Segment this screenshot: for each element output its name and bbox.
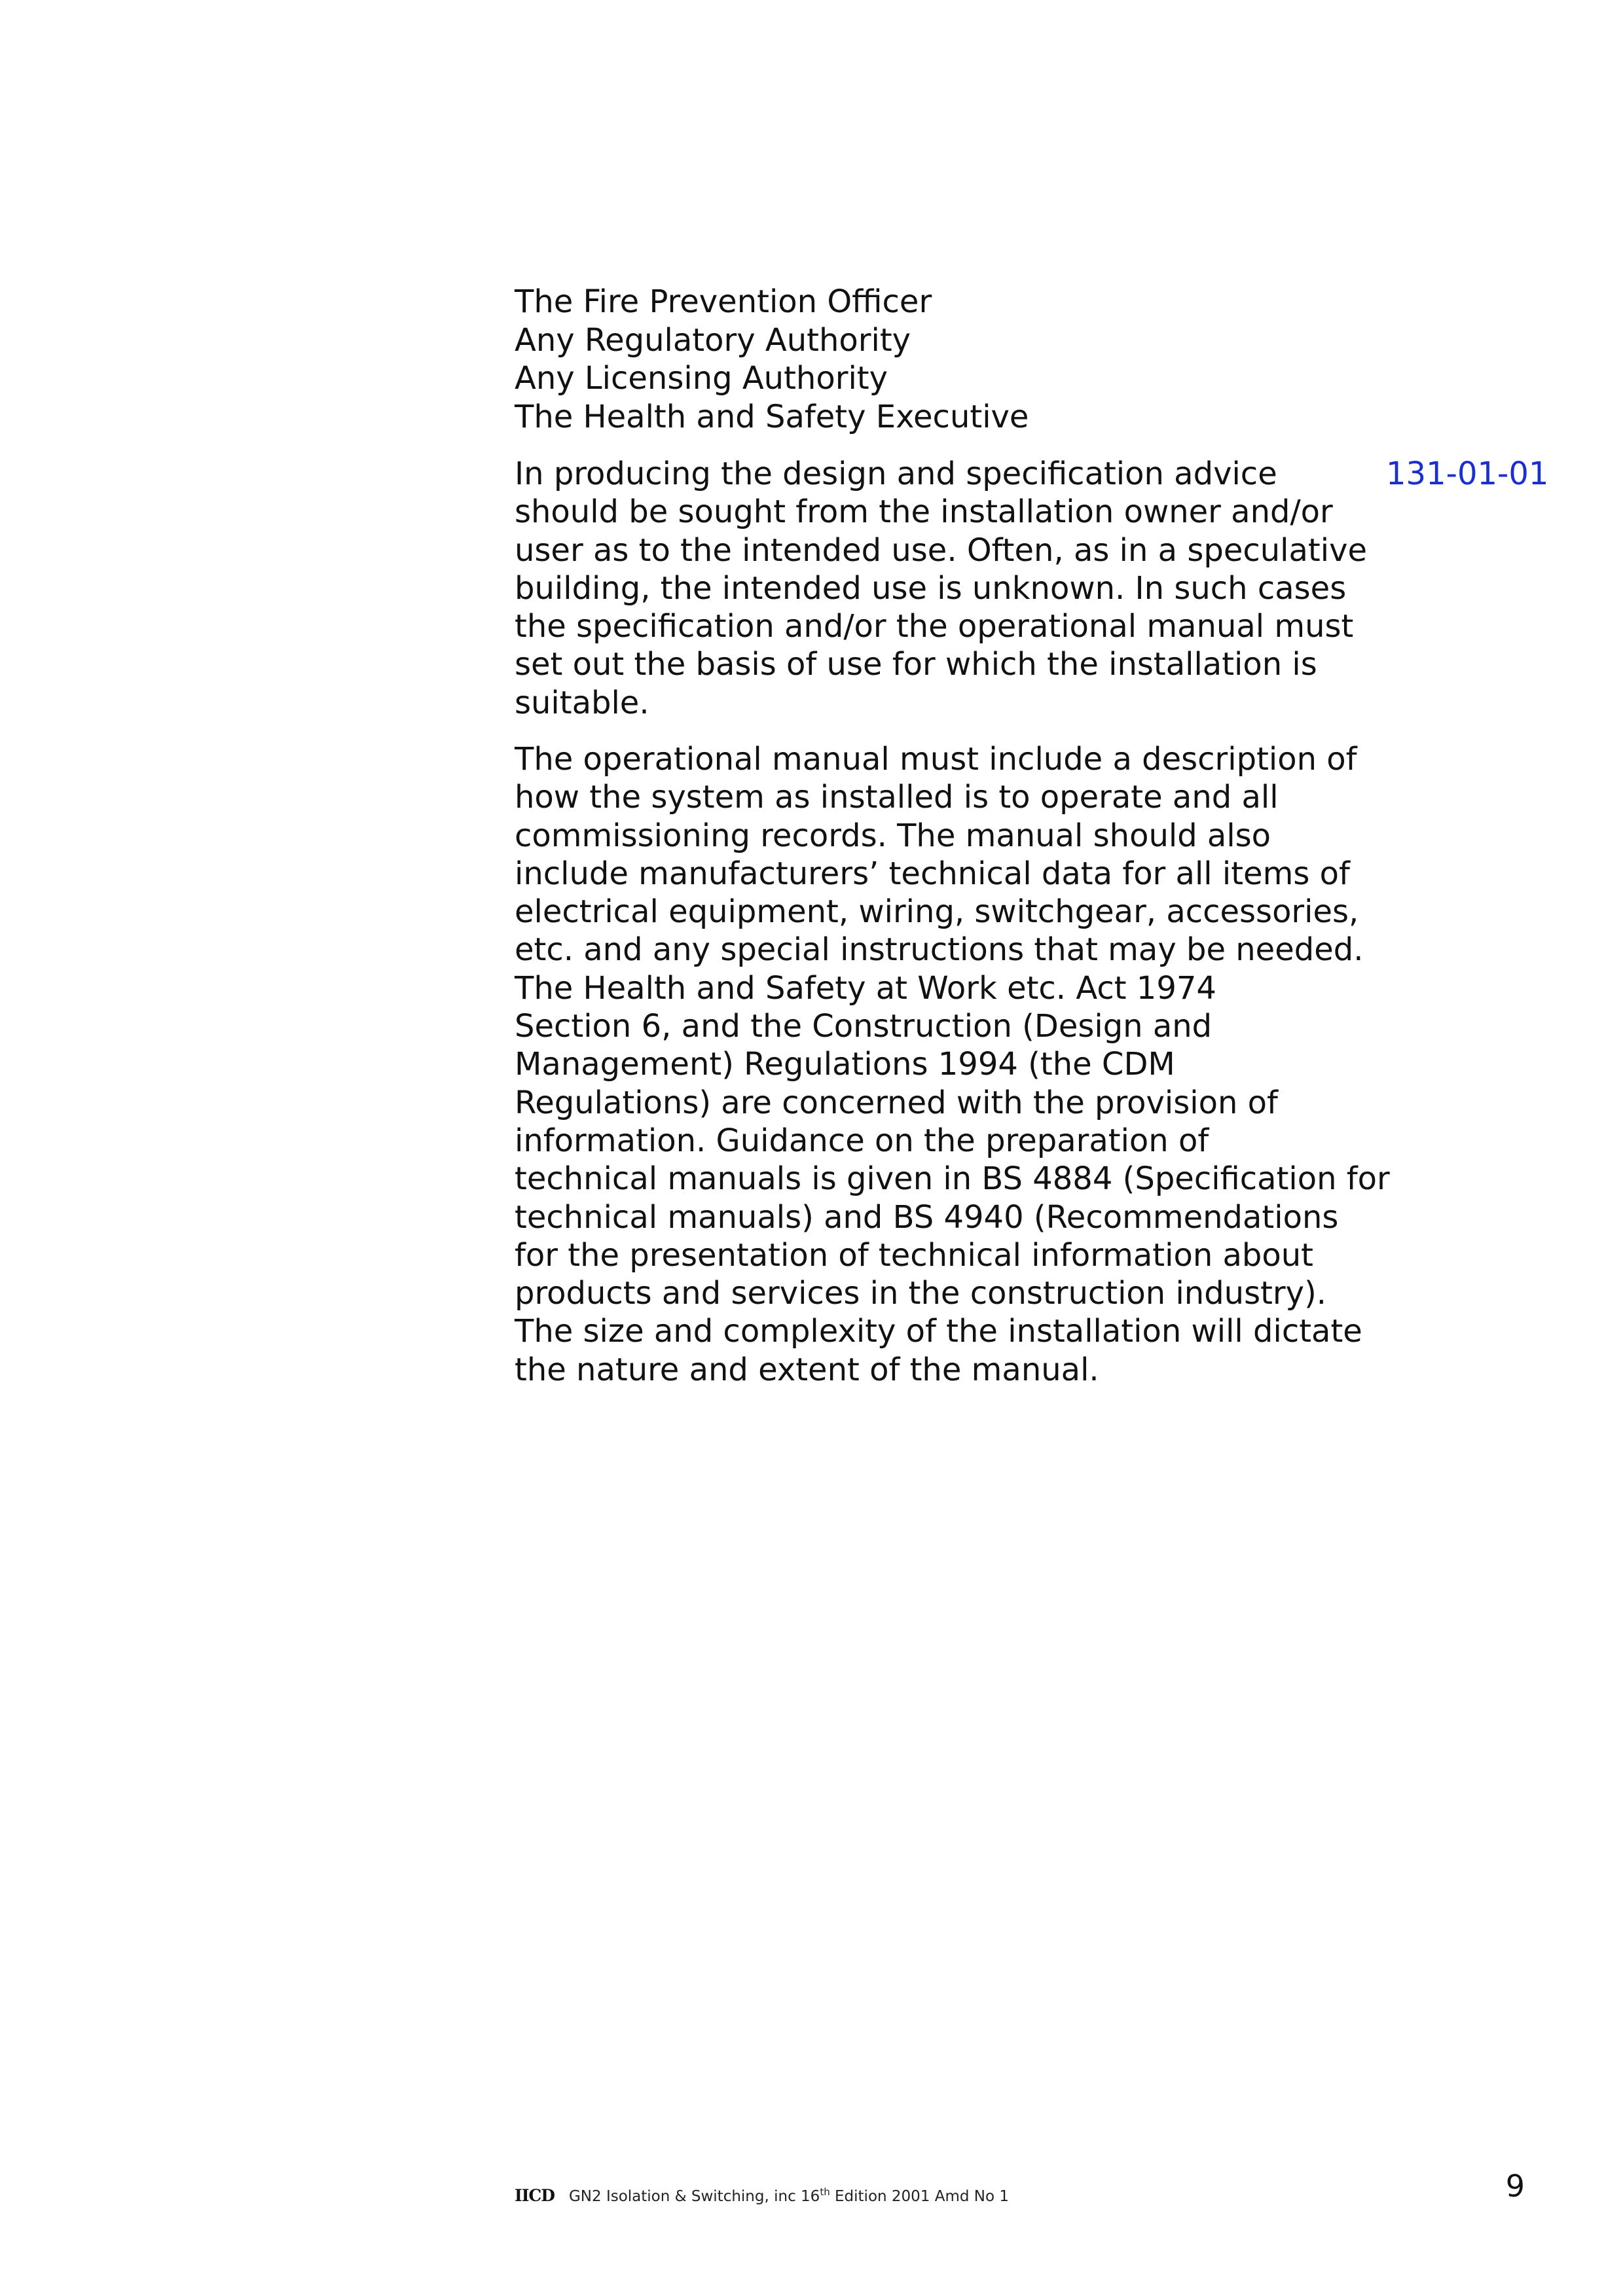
paragraph-line: Management) Regulations 1994 (the CDM [515, 1046, 1175, 1083]
paragraph-line: technical manuals) and BS 4940 (Recommendations [515, 1198, 1339, 1236]
paragraph-line: the nature and extent of the manual. [515, 1351, 1099, 1388]
footer-title-main: GN2 Isolation & Switching, inc 16 [568, 2187, 820, 2205]
page-number: 9 [1505, 2168, 1525, 2204]
design-specification-paragraph [515, 455, 1366, 722]
paragraph-line: the specification and/or the operational manual must [515, 608, 1354, 645]
paragraph-line: suitable. [515, 684, 649, 721]
page-footer [515, 2176, 1009, 2215]
authority-item: The Health and Safety Executive [515, 398, 1029, 435]
paragraph-line: commissioning records. The manual should also [515, 817, 1271, 854]
iicd-logo: IICD [515, 2185, 555, 2205]
paragraph-line: how the system as installed is to operate and all [515, 779, 1279, 816]
paragraph-line: user as to the intended use. Often, as in a speculative [515, 531, 1367, 569]
paragraph-line: products and services in the construction industry). [515, 1275, 1327, 1312]
footer-title-superscript: th [820, 2185, 830, 2198]
paragraph-line: The Health and Safety at Work etc. Act 1974 [515, 969, 1216, 1007]
paragraph-line: information. Guidance on the preparation of [515, 1122, 1209, 1159]
paragraph-line: Section 6, and the Construction (Design and [515, 1008, 1213, 1045]
paragraph-line: should be sought from the installation owner and/or [515, 493, 1333, 531]
paragraph-line: technical manuals is given in BS 4884 (Specification for [515, 1160, 1390, 1198]
paragraph-line: set out the basis of use for which the installation is [515, 646, 1317, 683]
paragraph-line: electrical equipment, wiring, switchgear, accessories, [515, 893, 1359, 931]
footer-title-edition: Edition 2001 Amd No 1 [830, 2187, 1010, 2205]
regulation-reference-link[interactable]: 131-01-01 [1386, 456, 1549, 492]
authority-item: Any Licensing Authority [515, 360, 888, 397]
authorities-list [515, 283, 1366, 436]
paragraph-line: The operational manual must include a description of [515, 741, 1357, 778]
paragraph-line: In producing the design and specification advice [515, 456, 1277, 492]
authority-item: Any Regulatory Authority [515, 321, 911, 359]
footer-publication-title [569, 2186, 1009, 2205]
paragraph-line: Regulations) are concerned with the provision of [515, 1084, 1278, 1121]
authority-item: The Fire Prevention Officer [515, 283, 932, 320]
paragraph-line: building, the intended use is unknown. In such cases [515, 569, 1347, 607]
paragraph-line: The size and complexity of the installation will dictate [515, 1313, 1362, 1350]
paragraph-line: include manufacturers’ technical data for all items of [515, 855, 1350, 892]
paragraph-line: for the presentation of technical information about [515, 1236, 1313, 1274]
paragraph-line: etc. and any special instructions that may be needed. [515, 931, 1364, 969]
operational-manual-paragraph [515, 740, 1390, 1389]
